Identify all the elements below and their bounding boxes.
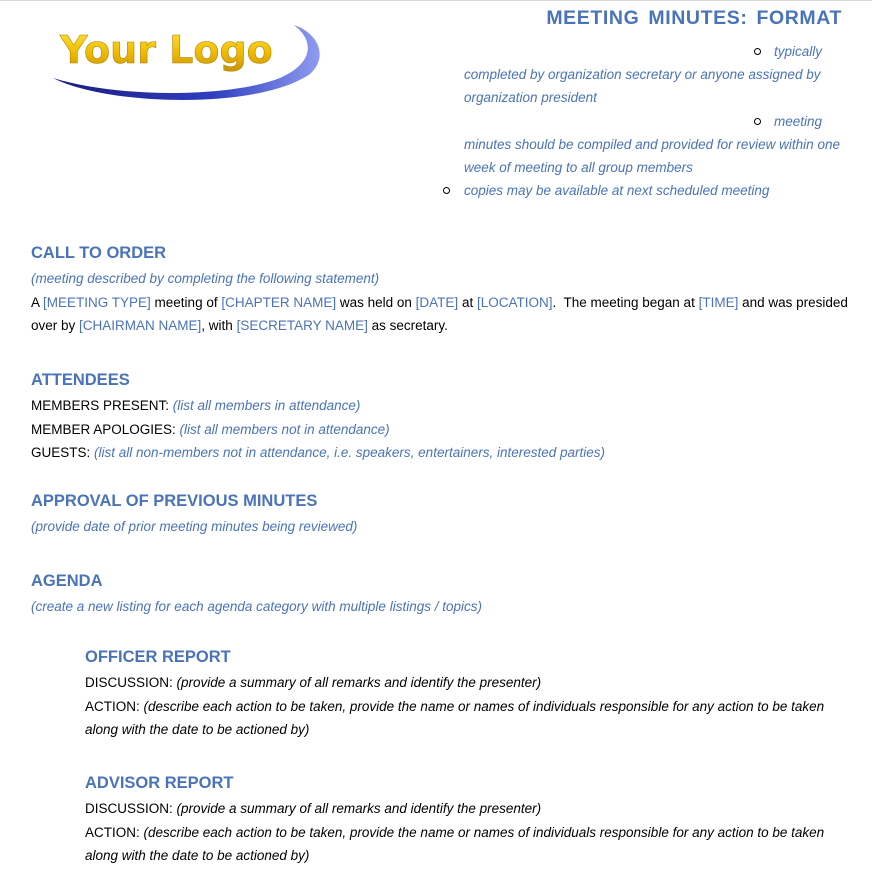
discussion-line: DISCUSSION: (provide a summary of all remarks and identify the presenter) [85,675,542,690]
top-border [0,0,872,1]
action-line: ACTION: (describe each action to be taken, provide the name or names of individuals responsible for any action to be taken along with the date to be actioned by) [85,698,825,738]
section-instruction: (provide date of prior meeting minutes being reviewed) [31,519,358,534]
members-present-line: MEMBERS PRESENT: (list all members in attendance) [31,398,361,413]
officer-report-section [85,645,845,742]
section-instruction: (meeting described by completing the following statement) [31,271,380,286]
member-apologies-line: MEMBER APOLOGIES: (list all members not in attendance) [31,421,390,437]
discussion-line: DISCUSSION: (provide a summary of all remarks and identify the presenter) [85,801,542,816]
section-heading: CALL TO ORDER [31,244,167,262]
note-item-continued: minutes should be compiled and provided for review within one week of meeting to all group members [464,136,840,176]
note-item: copies may be available at next scheduled meeting [440,179,850,202]
section-heading: AGENDA [31,572,103,590]
subsection-heading: OFFICER REPORT [85,648,231,666]
placeholder-time: [TIME] [698,294,739,310]
call-to-order-statement: A [MEETING TYPE] meeting of [CHAPTER NAME] was held on [DATE] at [LOCATION]. The meeting began at [TIME] and was presided over by [CHAIRMAN NAME], with [SECRETARY NAME] as secretary. [31,294,848,334]
call-to-order-section [31,241,851,338]
placeholder-meeting-type: [MEETING TYPE] [43,294,151,310]
placeholder-chapter-name: [CHAPTER NAME] [221,294,337,310]
action-line: ACTION: (describe each action to be taken, provide the name or names of individuals responsible for any action to be taken along with the date to be actioned by) [85,824,825,864]
approval-section [31,489,851,539]
note-item: meeting [440,110,850,133]
page-title: MEETING MINUTES: FORMAT [546,7,842,29]
logo-text: Your Logo [60,28,273,72]
section-instruction: (create a new listing for each agenda category with multiple listings / topics) [31,599,482,614]
attendees-section [31,368,851,465]
agenda-section [31,569,851,619]
note-item: typically [440,40,850,63]
bullet-circle-icon [443,187,450,194]
placeholder-location: [LOCATION] [476,294,553,310]
note-item-continued: completed by organization secretary or anyone assigned by organization president [464,67,821,106]
advisor-report-section [85,771,845,868]
placeholder-chairman-name: [CHAIRMAN NAME] [79,318,202,334]
notes-list [440,40,850,202]
placeholder-date: [DATE] [415,294,459,310]
guests-line: GUESTS: (list all non-members not in attendance, i.e. speakers, entertainers, interested parties) [31,445,606,461]
section-heading: ATTENDEES [31,371,130,389]
bullet-circle-icon [754,118,761,125]
section-heading: APPROVAL OF PREVIOUS MINUTES [31,492,318,510]
placeholder-secretary-name: [SECRETARY NAME] [236,318,368,334]
company-logo [48,18,320,106]
subsection-heading: ADVISOR REPORT [85,774,234,792]
bullet-circle-icon [754,48,761,55]
